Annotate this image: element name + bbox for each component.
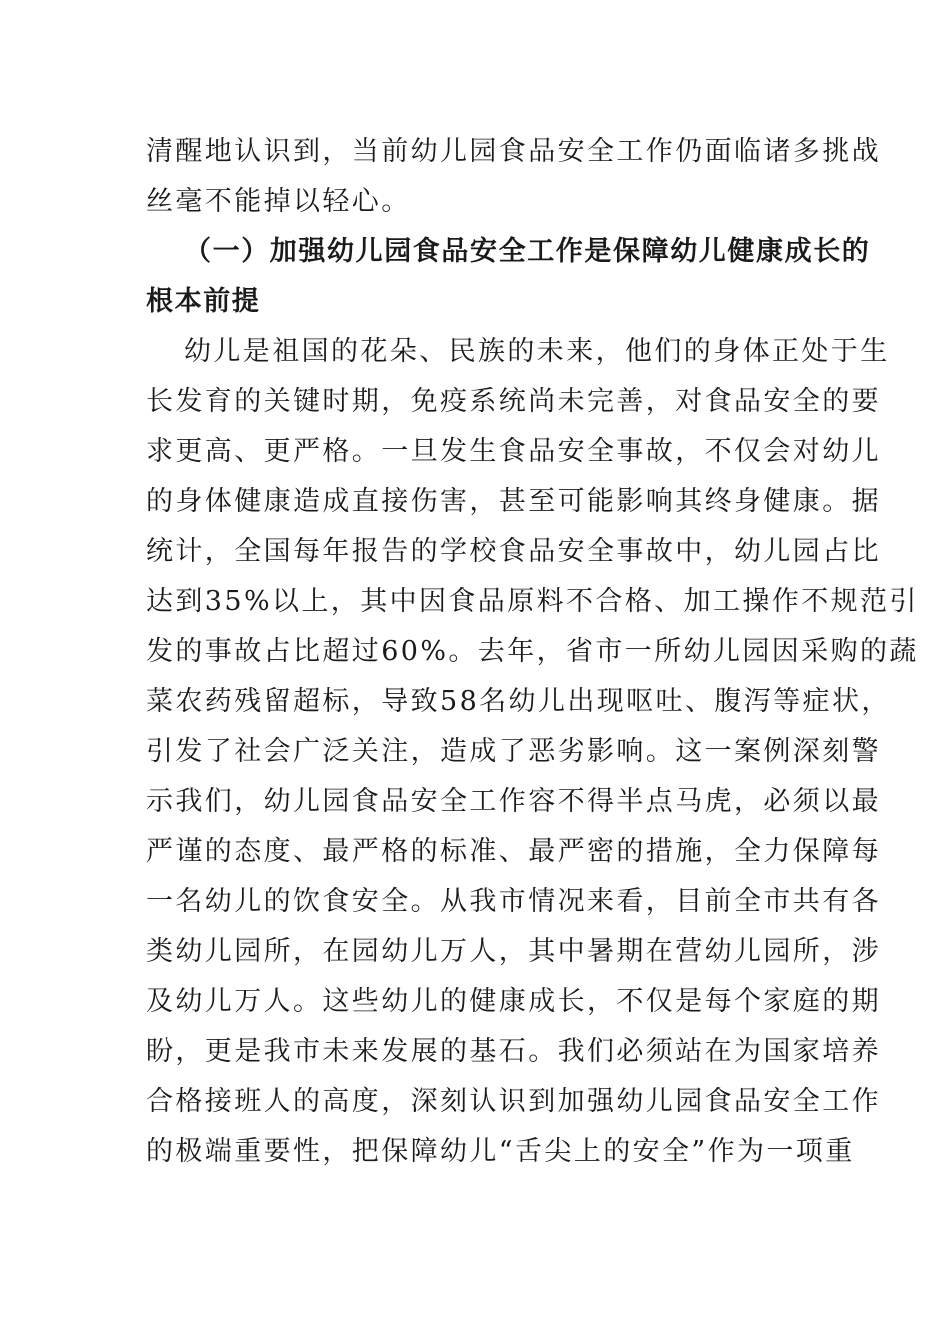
text-line: 达到35%以上，其中因食品原料不合格、加工操作不规范引 bbox=[146, 586, 919, 617]
text-line: 示我们，幼儿园食品安全工作容不得半点马虎，必须以最 bbox=[146, 786, 881, 817]
text-line: 的身体健康造成直接伤害，甚至可能影响其终身健康。据 bbox=[146, 486, 881, 517]
heading-line: 根本前提 bbox=[146, 286, 261, 317]
text-line: 求更高、更严格。一旦发生食品安全事故，不仅会对幼儿 bbox=[146, 436, 881, 467]
text-line: 丝毫不能掉以轻心。 bbox=[146, 186, 411, 217]
text-line: 幼儿是祖国的花朵、民族的未来，他们的身体正处于生 bbox=[184, 336, 890, 367]
text-line: 的极端重要性，把保障幼儿“舌尖上的安全”作为一项重 bbox=[146, 1136, 855, 1167]
text-line: 统计，全国每年报告的学校食品安全事故中，幼儿园占比 bbox=[146, 536, 881, 567]
text-line: 合格接班人的高度，深刻认识到加强幼儿园食品安全工作 bbox=[146, 1086, 881, 1117]
text-line: 类幼儿园所，在园幼儿万人，其中暑期在营幼儿园所，涉 bbox=[146, 936, 881, 967]
text-line: 严谨的态度、最严格的标准、最严密的措施，全力保障每 bbox=[146, 836, 881, 867]
heading-line: （一）加强幼儿园食品安全工作是保障幼儿健康成长的 bbox=[184, 236, 871, 267]
text-line: 一名幼儿的饮食安全。从我市情况来看，目前全市共有各 bbox=[146, 886, 881, 917]
text-line: 及幼儿万人。这些幼儿的健康成长，不仅是每个家庭的期 bbox=[146, 986, 881, 1017]
text-line: 清醒地认识到，当前幼儿园食品安全工作仍面临诸多挑战 bbox=[146, 136, 881, 167]
text-line: 菜农药残留超标，导致58名幼儿出现呕吐、腹泻等症状， bbox=[146, 686, 891, 717]
text-line: 发的事故占比超过60%。去年，省市一所幼儿园因采购的蔬 bbox=[146, 636, 919, 667]
text-line: 长发育的关键时期，免疫系统尚未完善，对食品安全的要 bbox=[146, 386, 881, 417]
text-line: 盼，更是我市未来发展的基石。我们必须站在为国家培养 bbox=[146, 1036, 881, 1067]
text-line: 引发了社会广泛关注，造成了恶劣影响。这一案例深刻警 bbox=[146, 736, 881, 767]
